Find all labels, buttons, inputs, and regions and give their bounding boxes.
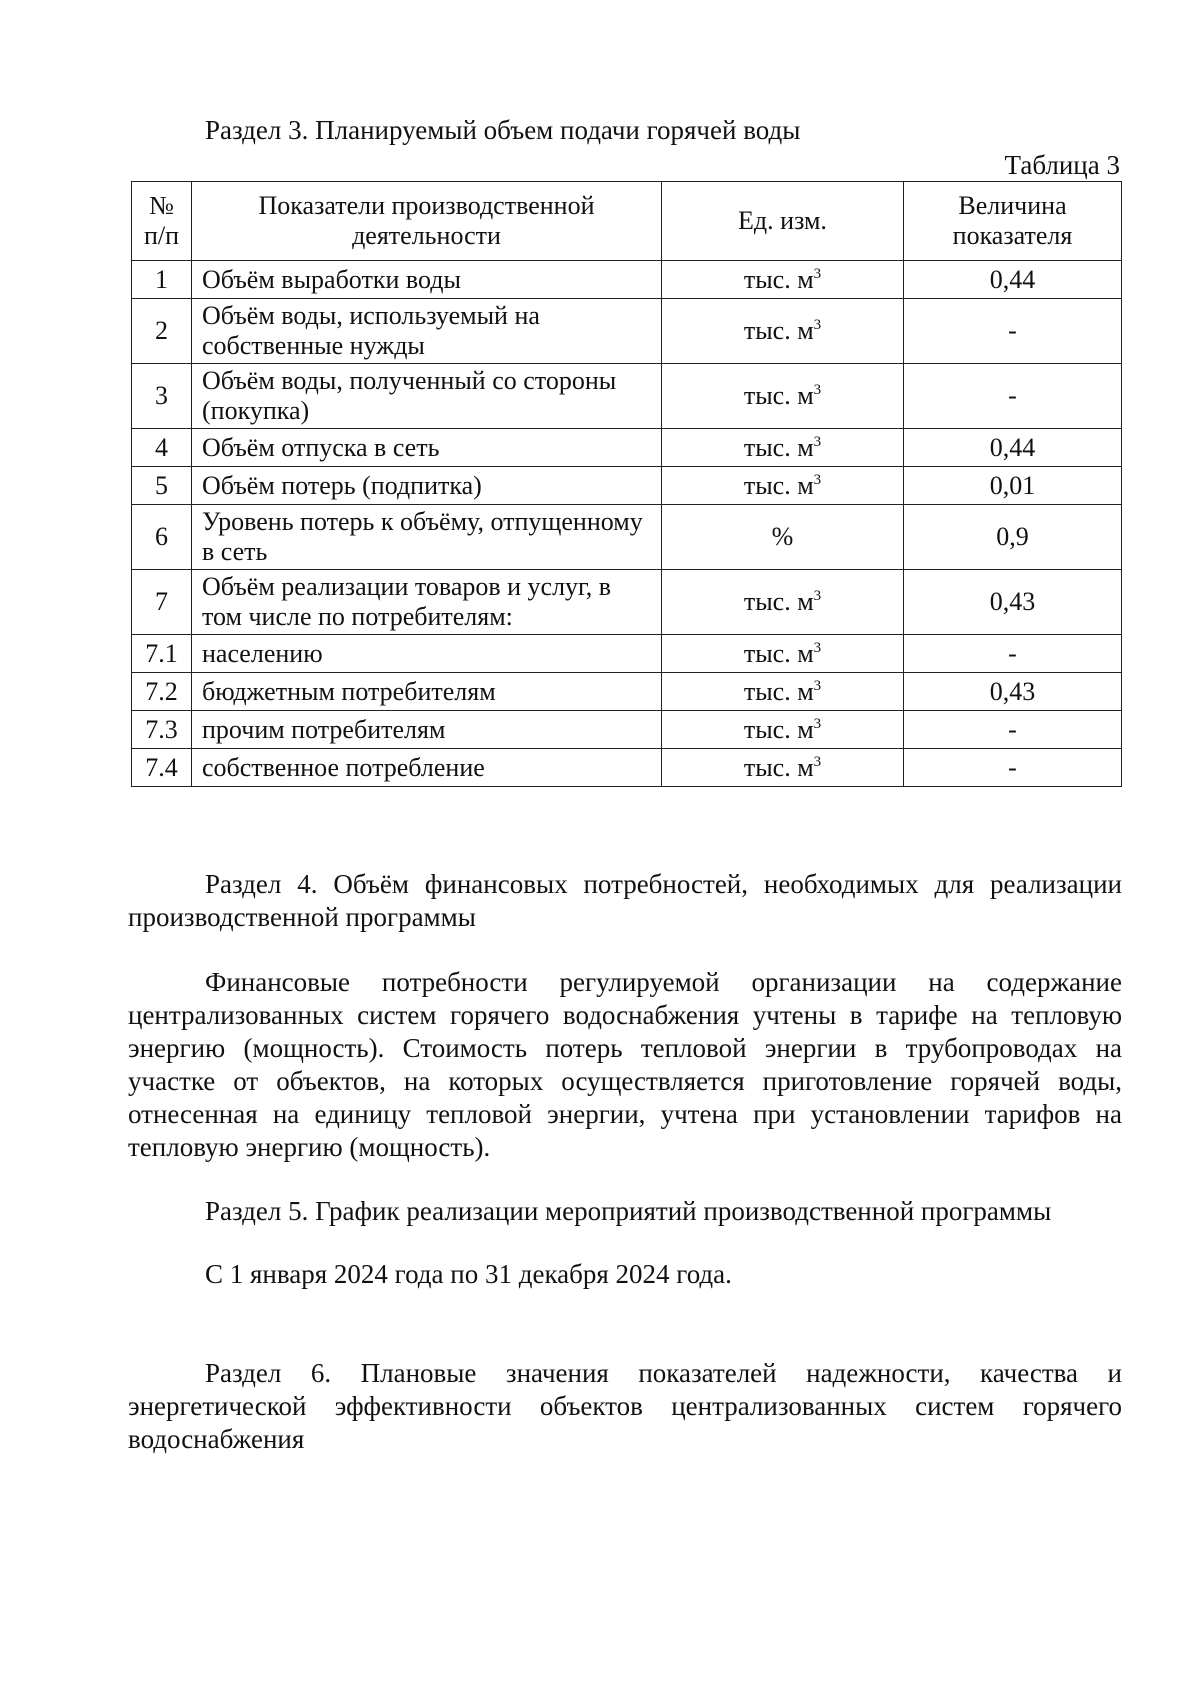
unit-text: тыс. м [743,638,814,668]
unit-text: тыс. м [743,432,814,462]
row-name: Объём воды, полученный со стороны (покупка) [192,364,662,429]
row-name: Уровень потерь к объёму, отпущенному в сеть [192,505,662,570]
indicators-table [131,181,1122,787]
unit-superscript: 3 [813,382,822,398]
row-unit [662,635,904,673]
row-num: 7.2 [132,673,192,711]
header-unit: Ед. изм. [662,182,904,261]
table-row [132,673,1122,711]
row-num: 2 [132,299,192,364]
unit-superscript: 3 [813,753,822,770]
unit-superscript: 3 [813,433,822,450]
table-row [132,364,1122,429]
unit-superscript: 3 [813,317,822,333]
row-num: 4 [132,429,192,467]
row-unit [662,299,904,364]
section-6-title: Раздел 6. Плановые значения показателей надежности, качества и энергетической эффективности объектов централизованных систем горячего водоснабжения [128,1358,1122,1454]
unit-superscript: 3 [813,265,822,282]
section-5-text: С 1 января 2024 года по 31 декабря 2024 года. [205,1259,732,1289]
section-5-title: Раздел 5. График реализации мероприятий производственной программы [205,1196,1052,1226]
row-name: Объём реализации товаров и услуг, в том числе по потребителям: [192,570,662,635]
table-row [132,749,1122,787]
row-name: Объём потерь (подпитка) [192,467,662,505]
unit-text: тыс. м [743,587,814,616]
header-name: Показатели производственной деятельности [192,182,662,261]
table-row [132,467,1122,505]
row-unit [662,570,904,635]
unit-text: тыс. м [743,470,814,500]
row-num: 7.4 [132,749,192,787]
row-name: прочим потребителям [192,711,662,749]
row-value: 0,44 [904,261,1122,299]
row-unit [662,749,904,787]
unit-superscript: 3 [813,471,822,488]
row-num: 3 [132,364,192,429]
row-unit: % [662,505,904,570]
unit-superscript: 3 [813,715,822,732]
header-num: № п/п [132,182,192,261]
table-row [132,570,1122,635]
row-num: 6 [132,505,192,570]
row-num: 7.1 [132,635,192,673]
row-unit [662,364,904,429]
table-row [132,505,1122,570]
row-num: 5 [132,467,192,505]
unit-text: тыс. м [743,714,814,744]
table-row [132,635,1122,673]
row-value: 0,9 [904,505,1122,570]
row-num: 7 [132,570,192,635]
row-value: 0,01 [904,467,1122,505]
unit-text: тыс. м [743,316,814,345]
unit-text: тыс. м [743,264,814,294]
row-num: 7.3 [132,711,192,749]
unit-text: тыс. м [743,676,814,706]
row-name: Объём отпуска в сеть [192,429,662,467]
row-value: - [904,711,1122,749]
unit-superscript: 3 [813,588,822,604]
table-header-row [132,182,1122,261]
row-name: бюджетным потребителям [192,673,662,711]
row-value: 0,44 [904,429,1122,467]
table-row [132,711,1122,749]
section-4-text: Финансовые потребности регулируемой организации на содержание централизованных систем горячего водоснабжения учтены в тарифе на тепловую энергию (мощность). Стоимость потерь тепловой энергии в трубопроводах на участке от объектов, на которых осуществляется приготовление горячей воды, отнесенная на единицу тепловой энергии, учтена при установлении тарифов на тепловую энергию (мощность). [128,967,1122,1162]
row-unit [662,711,904,749]
section-3-title: Раздел 3. Планируемый объем подачи горячей воды [205,115,801,145]
row-unit [662,429,904,467]
row-name: Объём воды, используемый на собственные нужды [192,299,662,364]
row-num: 1 [132,261,192,299]
header-value: Величина показателя [904,182,1122,261]
row-name: собственное потребление [192,749,662,787]
unit-superscript: 3 [813,639,822,656]
row-value: 0,43 [904,673,1122,711]
unit-text: тыс. м [743,381,814,410]
row-name: Объём выработки воды [192,261,662,299]
unit-text: тыс. м [743,752,814,782]
row-value: - [904,364,1122,429]
row-value: - [904,299,1122,364]
table-caption: Таблица 3 [1004,150,1120,180]
row-value: 0,43 [904,570,1122,635]
row-value: - [904,635,1122,673]
unit-superscript: 3 [813,677,822,694]
row-name: населению [192,635,662,673]
table-row [132,261,1122,299]
row-value: - [904,749,1122,787]
table-row [132,299,1122,364]
row-unit [662,261,904,299]
row-unit [662,673,904,711]
table-row [132,429,1122,467]
row-unit [662,467,904,505]
section-4-title: Раздел 4. Объём финансовых потребностей, необходимых для реализации производственной программы [128,869,1122,932]
